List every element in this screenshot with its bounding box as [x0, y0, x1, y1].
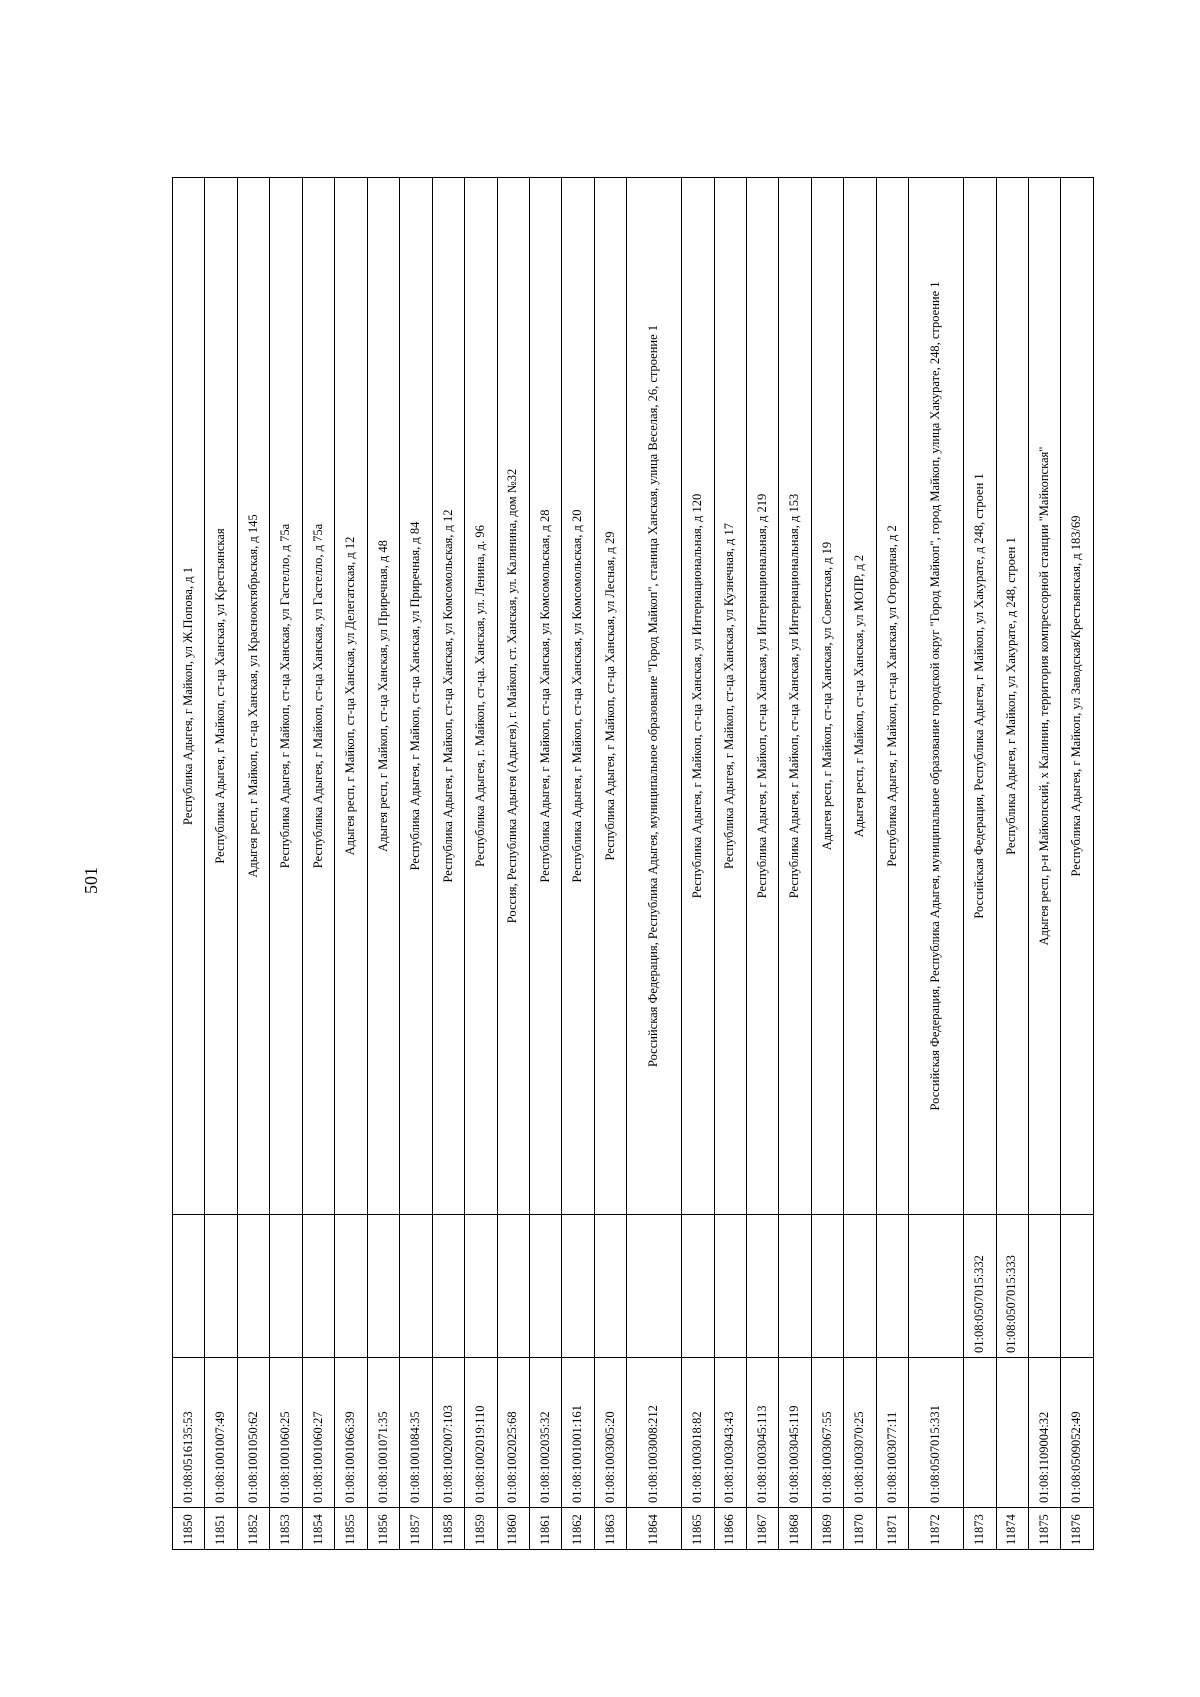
related-cadastral-number — [779, 1215, 811, 1358]
row-number: 11868 — [779, 1508, 811, 1550]
cadastral-number: 01:08:1003045:119 — [779, 1358, 811, 1508]
related-cadastral-number — [844, 1215, 876, 1358]
cadastral-number: 01:08:1003018:82 — [682, 1358, 714, 1508]
row-number: 11856 — [367, 1508, 399, 1550]
related-cadastral-number — [237, 1215, 269, 1358]
row-number: 11861 — [529, 1508, 561, 1550]
address: Республика Адыгея, г Майкоп, ст-ца Ханская, ул Приречная, д 84 — [400, 178, 432, 1215]
row-number: 11855 — [335, 1508, 367, 1550]
cadastral-number: 01:08:1002019:110 — [465, 1358, 497, 1508]
row-number: 11864 — [627, 1508, 682, 1550]
cadastral-number: 01:08:1001007:49 — [205, 1358, 237, 1508]
address: Россия, Республика Адыгея (Адыгея), г. Майкоп, ст. Ханская, ул. Калинина, дом №32 — [497, 178, 529, 1215]
address: Адыгея респ, р-н Майкопский, х Калинин, территория компрессорной станции "Майкопская" — [1028, 178, 1060, 1215]
table-row — [844, 178, 876, 1550]
row-number: 11871 — [876, 1508, 908, 1550]
related-cadastral-number — [562, 1215, 594, 1358]
table-row — [335, 178, 367, 1550]
cadastral-number: 01:08:1003008:212 — [627, 1358, 682, 1508]
related-cadastral-number — [529, 1215, 561, 1358]
address: Республика Адыгея, г Майкоп, ст-ца Ханская, ул Гастелло, д 75а — [302, 178, 334, 1215]
row-number: 11851 — [205, 1508, 237, 1550]
address: Республика Адыгея, г Майкоп, ст-ца Ханская, ул Интернациональная, д 219 — [747, 178, 779, 1215]
row-number: 11876 — [1061, 1508, 1094, 1550]
table-row — [811, 178, 843, 1550]
table-row — [465, 178, 497, 1550]
table-body — [173, 178, 1094, 1550]
related-cadastral-number — [682, 1215, 714, 1358]
address: Российская Федерация, Республика Адыгея, муниципальное образование "Город Майкоп", станица Ханская, улица Веселая, 26, строение 1 — [627, 178, 682, 1215]
related-cadastral-number — [1028, 1215, 1060, 1358]
related-cadastral-number — [876, 1215, 908, 1358]
related-cadastral-number — [335, 1215, 367, 1358]
table-row — [779, 178, 811, 1550]
cadastral-number: 01:08:1001060:27 — [302, 1358, 334, 1508]
cadastral-number: 01:08:0507015:331 — [909, 1358, 964, 1508]
cadastral-number: 01:08:1002025:68 — [497, 1358, 529, 1508]
address: Российская Федерация, Республика Адыгея, муниципальное образование городской округ "Город Майкоп", город Майкоп, улица Хакурате, 248, строение 1 — [909, 178, 964, 1215]
related-cadastral-number — [497, 1215, 529, 1358]
table-row — [367, 178, 399, 1550]
row-number: 11860 — [497, 1508, 529, 1550]
cadastral-number: 01:08:1003043:43 — [714, 1358, 746, 1508]
table-row — [205, 178, 237, 1550]
related-cadastral-number — [811, 1215, 843, 1358]
address: Республика Адыгея, г Майкоп, ст-ца Ханская, ул Крестьянская — [205, 178, 237, 1215]
address: Республика Адыгея, г Майкоп, ст-ца Ханская, ул Комсомольская, д 28 — [529, 178, 561, 1215]
table-row — [909, 178, 964, 1550]
row-number: 11870 — [844, 1508, 876, 1550]
table-row — [682, 178, 714, 1550]
row-number: 11863 — [594, 1508, 626, 1550]
address: Республика Адыгея, г. Майкоп, ст-ца. Ханская, ул. Ленина, д. 96 — [465, 178, 497, 1215]
related-cadastral-number — [173, 1215, 205, 1358]
address: Республика Адыгея, г Майкоп, ул Заводская/Крестьянская, д 183/69 — [1061, 178, 1094, 1215]
table-row — [400, 178, 432, 1550]
cadastral-number: 01:08:1003045:113 — [747, 1358, 779, 1508]
related-cadastral-number — [594, 1215, 626, 1358]
related-cadastral-number — [432, 1215, 464, 1358]
table-row — [562, 178, 594, 1550]
cadastral-number: 01:08:1001060:25 — [270, 1358, 302, 1508]
cadastral-number: 01:08:1003070:25 — [844, 1358, 876, 1508]
cadastral-number: 01:08:0516135:53 — [173, 1358, 205, 1508]
table-row — [996, 178, 1028, 1550]
row-number: 11852 — [237, 1508, 269, 1550]
cadastral-number: 01:08:1003077:11 — [876, 1358, 908, 1508]
cadastral-number: 01:08:1003067:55 — [811, 1358, 843, 1508]
cadastral-number: 01:08:0509052:49 — [1061, 1358, 1094, 1508]
address: Республика Адыгея, г Майкоп, ст-ца Ханская, ул Лесная, д 29 — [594, 178, 626, 1215]
row-number: 11867 — [747, 1508, 779, 1550]
cadastral-number — [996, 1358, 1028, 1508]
row-number: 11874 — [996, 1508, 1028, 1550]
address: Республика Адыгея, г Майкоп, ст-ца Ханская, ул Огородная, д 2 — [876, 178, 908, 1215]
address: Адыгея респ, г Майкоп, ст-ца Ханская, ул МОПР, д 2 — [844, 178, 876, 1215]
row-number: 11875 — [1028, 1508, 1060, 1550]
related-cadastral-number — [400, 1215, 432, 1358]
address: Республика Адыгея, г Майкоп, ст-ца Ханская, ул Комсомольская, д 20 — [562, 178, 594, 1215]
table-row — [302, 178, 334, 1550]
table-row — [627, 178, 682, 1550]
table-row — [1061, 178, 1094, 1550]
related-cadastral-number — [627, 1215, 682, 1358]
table-row — [1028, 178, 1060, 1550]
row-number: 11858 — [432, 1508, 464, 1550]
related-cadastral-number: 01:08:0507015:332 — [964, 1215, 996, 1358]
address: Адыгея респ, г Майкоп, ст-ца Ханская, ул Краснооктябрьская, д 145 — [237, 178, 269, 1215]
related-cadastral-number — [205, 1215, 237, 1358]
cadastral-number: 01:08:1001050:62 — [237, 1358, 269, 1508]
cadastral-number: 01:08:1003005:20 — [594, 1358, 626, 1508]
address: Российская Федерация, Республика Адыгея, г Майкоп, ул Хакурате, д 248, строен 1 — [964, 178, 996, 1215]
table-row — [714, 178, 746, 1550]
cadastral-number: 01:08:1109004:32 — [1028, 1358, 1060, 1508]
address: Республика Адыгея, г Майкоп, ул Хакурате, д 248, строен 1 — [996, 178, 1028, 1215]
related-cadastral-number — [747, 1215, 779, 1358]
cadastral-number: 01:08:1001066:39 — [335, 1358, 367, 1508]
row-number: 11872 — [909, 1508, 964, 1550]
rotated-table-canvas — [172, 178, 1094, 1550]
table-row — [237, 178, 269, 1550]
row-number: 11854 — [302, 1508, 334, 1550]
address: Адыгея респ, г Майкоп, ст-ца Ханская, ул Советская, д 19 — [811, 178, 843, 1215]
cadastre-table — [172, 177, 1094, 1550]
page-number: 501 — [81, 867, 101, 894]
address: Адыгея респ, г Майкоп, ст-ца Ханская, ул Приречная, д 48 — [367, 178, 399, 1215]
table-row — [432, 178, 464, 1550]
related-cadastral-number — [909, 1215, 964, 1358]
row-number: 11857 — [400, 1508, 432, 1550]
cadastral-number: 01:08:1001071:35 — [367, 1358, 399, 1508]
row-number: 11859 — [465, 1508, 497, 1550]
related-cadastral-number — [714, 1215, 746, 1358]
address: Адыгея респ, г Майкоп, ст-ца Ханская, ул Делегатская, д 12 — [335, 178, 367, 1215]
address: Республика Адыгея, г Майкоп, ул Ж.Попова, д 1 — [173, 178, 205, 1215]
row-number: 11869 — [811, 1508, 843, 1550]
related-cadastral-number — [367, 1215, 399, 1358]
table-row — [876, 178, 908, 1550]
cadastral-number — [964, 1358, 996, 1508]
table-row — [594, 178, 626, 1550]
table-row — [529, 178, 561, 1550]
cadastral-number: 01:08:1002007:103 — [432, 1358, 464, 1508]
row-number: 11862 — [562, 1508, 594, 1550]
table-row — [747, 178, 779, 1550]
table-row — [173, 178, 205, 1550]
row-number: 11873 — [964, 1508, 996, 1550]
row-number: 11850 — [173, 1508, 205, 1550]
row-number: 11853 — [270, 1508, 302, 1550]
related-cadastral-number — [1061, 1215, 1094, 1358]
address: Республика Адыгея, г Майкоп, ст-ца Ханская, ул Комсомольская, д 12 — [432, 178, 464, 1215]
related-cadastral-number — [465, 1215, 497, 1358]
row-number: 11865 — [682, 1508, 714, 1550]
table-row — [497, 178, 529, 1550]
related-cadastral-number — [302, 1215, 334, 1358]
row-number: 11866 — [714, 1508, 746, 1550]
address: Республика Адыгея, г Майкоп, ст-ца Ханская, ул Интернациональная, д 120 — [682, 178, 714, 1215]
address: Республика Адыгея, г Майкоп, ст-ца Ханская, ул Кузнечная, д 17 — [714, 178, 746, 1215]
cadastral-number: 01:08:1001084:35 — [400, 1358, 432, 1508]
address: Республика Адыгея, г Майкоп, ст-ца Ханская, ул Гастелло, д 75а — [270, 178, 302, 1215]
table-row — [270, 178, 302, 1550]
cadastral-number: 01:08:1002035:32 — [529, 1358, 561, 1508]
table-row — [964, 178, 996, 1550]
cadastral-number: 01:08:1001001:161 — [562, 1358, 594, 1508]
address: Республика Адыгея, г Майкоп, ст-ца Ханская, ул Интернациональная, д 153 — [779, 178, 811, 1215]
related-cadastral-number: 01:08:0507015:333 — [996, 1215, 1028, 1358]
related-cadastral-number — [270, 1215, 302, 1358]
